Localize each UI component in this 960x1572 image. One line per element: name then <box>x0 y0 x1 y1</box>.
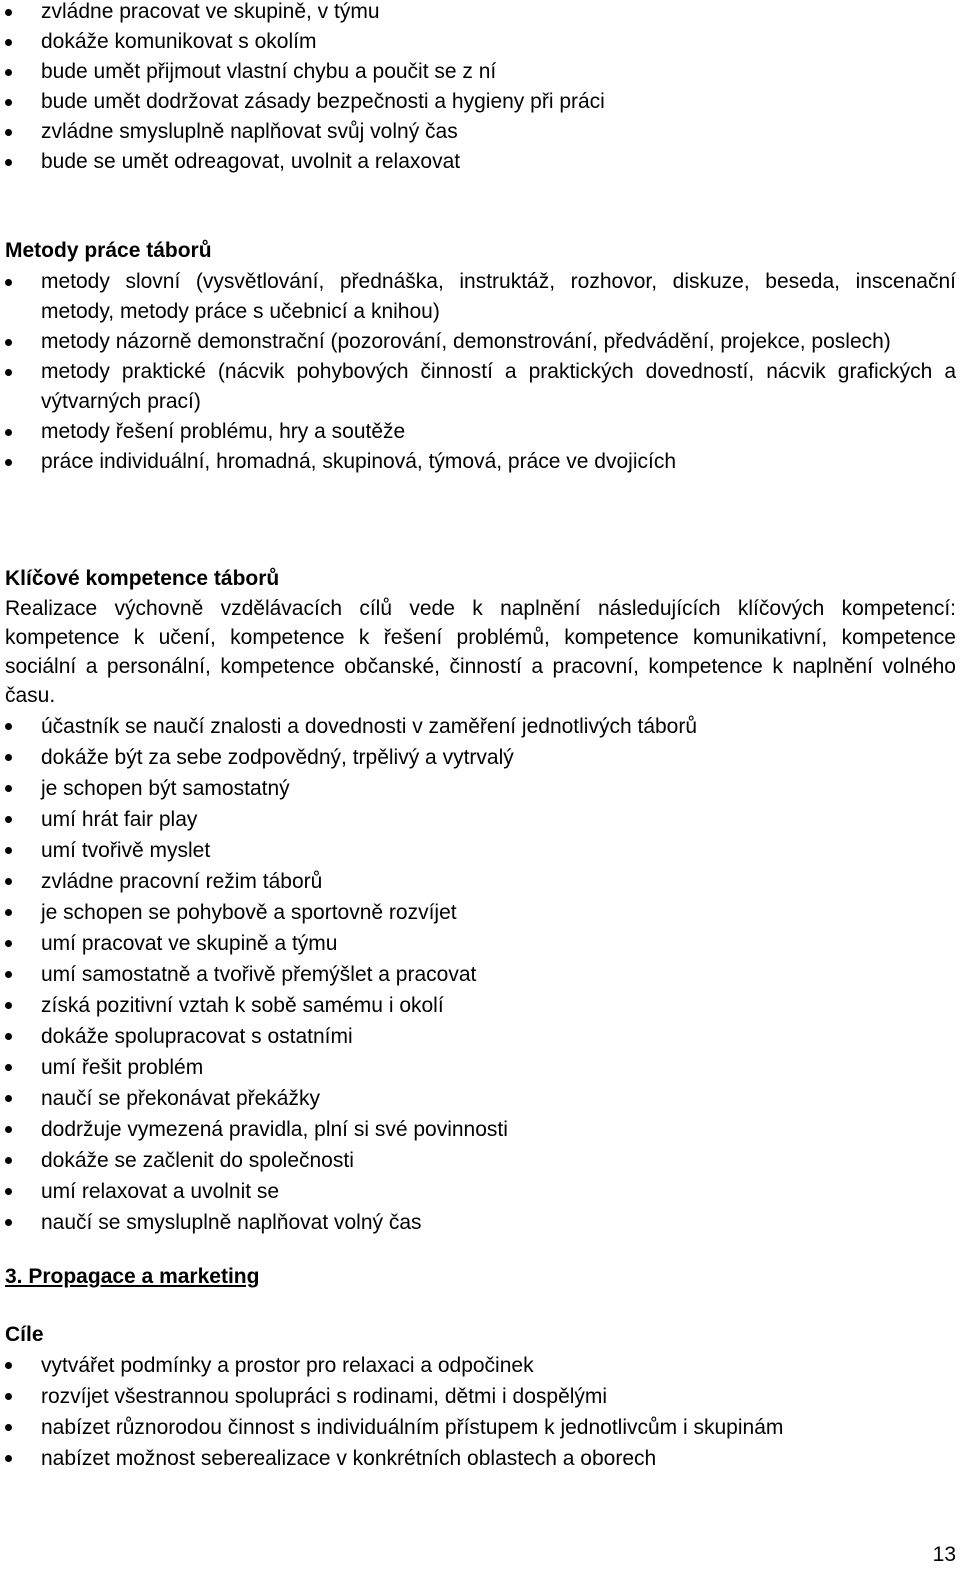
list-item: umí pracovat ve skupině a týmu <box>0 928 960 959</box>
list-item: bude se umět odreagovat, uvolnit a relaxovat <box>0 147 960 177</box>
intro-list <box>0 0 960 177</box>
list-item: umí samostatně a tvořivě přemýšlet a pracovat <box>0 959 960 990</box>
list-item: nabízet různorodou činnost s individuálním přístupem k jednotlivcům i skupinám <box>0 1412 960 1443</box>
list-item: metody slovní (vysvětlování, přednáška, instruktáž, rozhovor, diskuze, beseda, inscenační metody, metody práce s učebnicí a knihou) <box>0 267 960 327</box>
list-item: umí relaxovat a uvolnit se <box>0 1176 960 1207</box>
list-item: zvládne pracovat ve skupině, v týmu <box>0 0 960 27</box>
list-item: rozvíjet všestrannou spolupráci s rodinami, dětmi i dospělými <box>0 1381 960 1412</box>
section3-heading: 3. Propagace a marketing <box>5 1265 260 1288</box>
list-item: naučí se smysluplně naplňovat volný čas <box>0 1207 960 1238</box>
list-item: umí hrát fair play <box>0 804 960 835</box>
competences-list <box>0 711 960 1238</box>
list-item: umí řešit problém <box>0 1052 960 1083</box>
list-item: získá pozitivní vztah k sobě samému i okolí <box>0 990 960 1021</box>
list-item: zvládne pracovní režim táborů <box>0 866 960 897</box>
methods-heading: Metody práce táborů <box>5 239 212 262</box>
list-item: nabízet možnost seberealizace v konkrétních oblastech a oborech <box>0 1443 960 1474</box>
list-item: dokáže se začlenit do společnosti <box>0 1145 960 1176</box>
list-item: je schopen se pohybově a sportovně rozvíjet <box>0 897 960 928</box>
goals-list <box>0 1350 960 1474</box>
list-item: dodržuje vymezená pravidla, plní si své povinnosti <box>0 1114 960 1145</box>
list-item: metody názorně demonstrační (pozorování, demonstrování, předvádění, projekce, poslech) <box>0 327 960 357</box>
list-item: práce individuální, hromadná, skupinová, týmová, práce ve dvojicích <box>0 447 960 477</box>
page-number: 13 <box>932 1543 956 1566</box>
list-item: vytvářet podmínky a prostor pro relaxaci a odpočinek <box>0 1350 960 1381</box>
list-item: dokáže být za sebe zodpovědný, trpělivý a vytrvalý <box>0 742 960 773</box>
competences-paragraph: Realizace výchovně vzdělávacích cílů vede k naplnění následujících klíčových kompetencí: kompetence k učení, kompetence k řešení problémů, kompetence komunikativní, kompetence sociální a personální, kompetence občanské, činností a pracovní, kompetence k naplnění volného času. <box>5 597 956 707</box>
list-item: je schopen být samostatný <box>0 773 960 804</box>
list-item: metody řešení problému, hry a soutěže <box>0 417 960 447</box>
list-item: účastník se naučí znalosti a dovednosti v zaměření jednotlivých táborů <box>0 711 960 742</box>
list-item: umí tvořivě myslet <box>0 835 960 866</box>
list-item: dokáže spolupracovat s ostatními <box>0 1021 960 1052</box>
list-item: bude umět přijmout vlastní chybu a poučit se z ní <box>0 57 960 87</box>
methods-list <box>0 267 960 477</box>
competences-heading: Klíčové kompetence táborů <box>5 567 280 590</box>
list-item: metody praktické (nácvik pohybových činností a praktických dovedností, nácvik grafických a výtvarných prací) <box>0 357 960 417</box>
list-item: bude umět dodržovat zásady bezpečnosti a hygieny při práci <box>0 87 960 117</box>
list-item: dokáže komunikovat s okolím <box>0 27 960 57</box>
goals-heading: Cíle <box>5 1323 44 1346</box>
list-item: naučí se překonávat překážky <box>0 1083 960 1114</box>
list-item: zvládne smysluplně naplňovat svůj volný čas <box>0 117 960 147</box>
